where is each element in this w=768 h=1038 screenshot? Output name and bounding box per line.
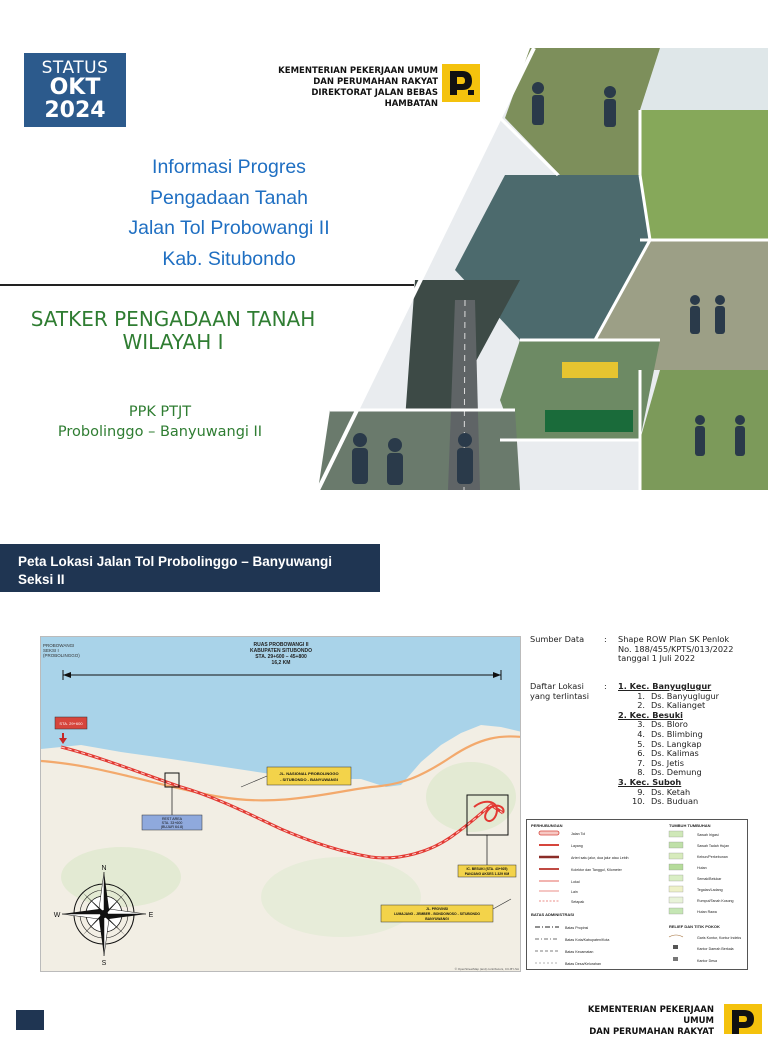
callout-text: JL. PROVINSI — [425, 907, 449, 911]
colon: : — [604, 634, 607, 644]
desa-number: 10. — [631, 796, 645, 807]
legend-item: Kolektor dan Tanggul, Kilometer — [571, 868, 622, 872]
legend-item: Kantor Daerah Berkala — [697, 947, 734, 951]
status-label: STATUS — [41, 58, 109, 78]
ministry-line: DAN PERUMAHAN RAKYAT — [313, 77, 438, 87]
map-header-line: 16,2 KM — [271, 660, 291, 666]
legend-item: Batas Desa/Kelurahan — [565, 962, 601, 966]
legend-heading: RELIEF DAN TITIK POKOK — [669, 924, 720, 929]
callout-text: PANJANG AKSES 1.329 KM — [464, 872, 510, 876]
legend-item: Batas Kota/Kabupaten/Kota — [565, 938, 610, 942]
sumber-line: No. 188/455/KPTS/013/2022 — [618, 643, 734, 654]
desa-item — [618, 797, 766, 807]
compass-n: N — [101, 865, 107, 872]
satker-line: SATKER PENGADAAN TANAH — [30, 307, 316, 331]
map-left-label: (PROBOLINGGO) — [43, 653, 80, 658]
map-left-label: PROBOWANGI — [43, 643, 75, 648]
desa-number: 5. — [637, 738, 645, 749]
sumber-line: Shape ROW Plan SK Penlok — [618, 634, 730, 644]
daftar-line: Daftar Lokasi — [530, 681, 584, 691]
callout-text: BANYUWANGI — [425, 917, 449, 921]
satker-title — [6, 308, 340, 354]
legend-item: Jalan Tol — [571, 832, 586, 836]
desa-name: Ds. Demung — [651, 767, 702, 778]
desa-number: 3. — [637, 719, 645, 730]
ministry-line: KEMENTERIAN PEKERJAAN UMUM — [278, 66, 438, 76]
desa-number: 4. — [637, 728, 645, 739]
legend-item: Kebun/Perkebunan — [697, 855, 728, 859]
desa-name: Ds. Ketah — [651, 786, 691, 797]
divider — [0, 284, 414, 286]
status-month: OKT — [49, 75, 101, 100]
map-attribution: © OpenStreetMap (and) contributors, CC-BY-SA — [454, 967, 519, 971]
desa-number: 2. — [637, 700, 645, 711]
kecamatan-item: 3. Kec. Suboh — [618, 776, 682, 787]
location-list — [618, 682, 766, 807]
sumber-line: tanggal 1 Juli 2022 — [618, 653, 696, 664]
status-year: 2024 — [44, 98, 106, 123]
cover-slide — [0, 0, 768, 490]
legend-item: Sawah Tadah Hujan — [697, 844, 730, 848]
legend-item: Lokal — [571, 880, 580, 884]
photo-green-field — [640, 110, 768, 240]
pupr-logo-icon — [442, 64, 480, 102]
callout-text: LUMAJANG - JEMBER - BONDOWOSO - SITUBONDO — [393, 912, 481, 916]
callout-text: (BUJUR 64.8) — [160, 825, 184, 829]
national-road-callout — [267, 767, 351, 785]
legend-item: Lain — [571, 890, 578, 894]
legend-item: Rumput/Tanah Kosong — [697, 899, 734, 903]
title-line: Pengadaan Tanah — [150, 186, 308, 209]
ppk-subtitle — [20, 402, 300, 442]
callout-text: STA. 33+600 — [161, 821, 183, 825]
desa-number: 8. — [637, 767, 645, 778]
legend-item: Hutan Rawa — [697, 910, 717, 914]
legend-item: Garis Kontur, Kontur Indeks — [697, 936, 742, 940]
pupr-logo-icon — [724, 1004, 762, 1034]
satker-line: WILAYAH I — [122, 330, 224, 354]
legend-heading: PERHUBUNGAN — [531, 823, 563, 828]
desa-number: 6. — [637, 748, 645, 759]
desa-name: Ds. Langkap — [651, 738, 702, 749]
compass-s: S — [101, 960, 107, 967]
callout-text: - SITUBONDO - BANYUWANGI — [280, 777, 338, 782]
legend-heading: BATAS ADMINISTRASI — [531, 912, 575, 917]
photo-villagers — [318, 410, 520, 490]
compass-w: W — [53, 912, 61, 919]
status-badge — [24, 53, 126, 127]
map-left-label: SEKSI I — [43, 648, 59, 653]
desa-name: Ds. Kalianget — [651, 700, 706, 711]
map-header-line: KABUPATEN SITUBONDO — [249, 648, 313, 654]
banner-line: Peta Lokasi Jalan Tol Probolinggo – Banyuwangi — [18, 554, 333, 569]
legend-item: Batas Propinsi — [565, 926, 589, 930]
legend-item: Hutan — [697, 866, 707, 870]
legend-item: Kantor Desa — [697, 959, 717, 963]
daftar-label — [530, 682, 589, 701]
map-header-line: STA. 29+600 – 45+800 — [255, 654, 307, 660]
desa-name: Ds. Bloro — [651, 719, 688, 730]
ministry-footer — [560, 1005, 714, 1038]
desa-name: Ds. Jetis — [651, 757, 684, 768]
map-legend — [526, 819, 748, 970]
kecamatan-item: 1. Kec. Banyuglugur — [618, 681, 712, 691]
route-map — [40, 636, 521, 972]
slide-number-chip — [16, 1010, 44, 1030]
legend-heading: TUMBUH TUMBUHAN — [669, 823, 711, 828]
colon: : — [604, 681, 607, 691]
directorate-line: DIREKTORAT JALAN BEBAS HAMBATAN — [311, 88, 438, 109]
desa-number: 1. — [637, 690, 645, 701]
ppk-line: PPK PTJT — [128, 404, 192, 420]
legend-item: Batas Kecamatan — [565, 950, 594, 954]
callout-text: IC. BESUKI (STA. 43+925) — [466, 867, 508, 871]
legend-item: Sawah Irigasi — [697, 833, 719, 837]
page-title — [70, 152, 388, 274]
start-callout-text: STA. 29+600 — [59, 721, 83, 726]
desa-number: 7. — [637, 757, 645, 768]
legend-item: Setapak — [571, 900, 585, 904]
desa-number: 9. — [637, 786, 645, 797]
desa-name: Ds. Blimbing — [651, 728, 703, 739]
ministry-header — [270, 66, 438, 110]
ministry-line: KEMENTERIAN PEKERJAAN UMUM — [587, 1005, 714, 1026]
sumber-value — [618, 635, 766, 664]
sumber-label: Sumber Data — [530, 634, 585, 644]
title-line: Jalan Tol Probowangi II — [128, 217, 330, 239]
title-line: Informasi Progres — [152, 156, 306, 178]
callout-text: REST AREA — [161, 817, 183, 821]
map-header-line: RUAS PROBOWANGI II — [253, 642, 309, 648]
legend-item: Semak/Belukar — [697, 877, 722, 881]
daftar-line: yang terlintasi — [530, 690, 589, 701]
legend-item: Arteri satu jalur, dua jalur atau Lebih — [571, 856, 629, 860]
compass-e: E — [148, 912, 154, 919]
desa-name: Ds. Banyuglugur — [651, 690, 720, 701]
ministry-line: DAN PERUMAHAN RAKYAT — [589, 1027, 714, 1037]
photo-pavilion — [640, 48, 768, 110]
kecamatan-item: 2. Kec. Besuki — [618, 709, 683, 720]
banner-line: Seksi II — [18, 572, 65, 587]
legend-item: Tegalan/Ladang — [697, 888, 723, 892]
ppk-line: Probolinggo – Banyuwangi II — [57, 424, 263, 440]
desa-name: Ds. Kalimas — [651, 748, 699, 759]
section-banner — [0, 544, 380, 592]
desa-name: Ds. Buduan — [651, 796, 699, 807]
legend-item: Layang — [571, 844, 583, 848]
title-line: Kab. Situbondo — [162, 247, 296, 270]
callout-text: JL. NASIONAL PROBOLINGGO — [279, 771, 339, 776]
